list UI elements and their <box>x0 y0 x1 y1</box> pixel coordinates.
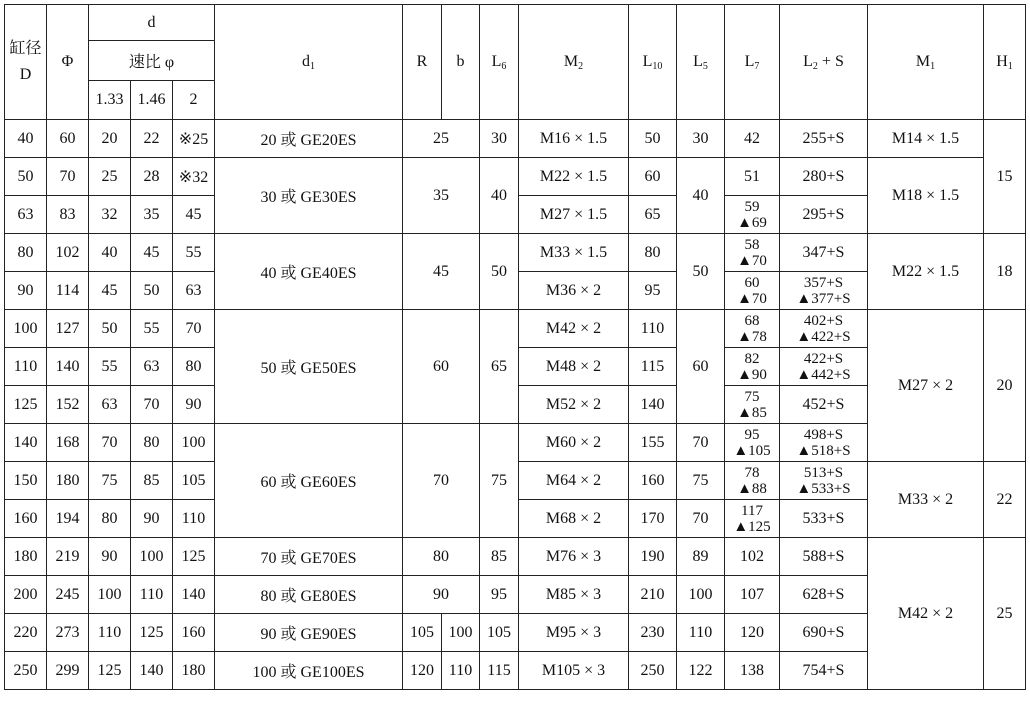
cell-Rb: 90 <box>403 576 480 614</box>
cell-bore: 63 <box>5 196 47 234</box>
cell-L7 <box>725 462 780 500</box>
cell-bore: 150 <box>5 462 47 500</box>
header-speed-ratio: 速比 φ <box>89 41 215 81</box>
cell-L6: 115 <box>480 652 519 690</box>
cell-R: 105 <box>403 614 442 652</box>
cell-d-133: 40 <box>89 234 131 272</box>
L2S-alt-value: ▲518+S <box>796 442 851 459</box>
header-L7: $L_7$ <box>725 5 780 120</box>
cell-d-146: 85 <box>131 462 173 500</box>
cell-bore: 160 <box>5 500 47 538</box>
L2S-alt-value: ▲442+S <box>796 366 851 383</box>
cell-bore: 125 <box>5 386 47 424</box>
cell-H1: 20 <box>984 310 1026 462</box>
header-row-1 <box>5 5 1026 41</box>
cell-d-2: 100 <box>173 424 215 462</box>
cell-M2: M16 × 1.5 <box>519 120 629 158</box>
cell-phi: 299 <box>47 652 89 690</box>
L7-alt-value: ▲90 <box>737 366 767 383</box>
cell-d-146: 140 <box>131 652 173 690</box>
cell-L7: 107 <box>725 576 780 614</box>
cell-M2: M76 × 3 <box>519 538 629 576</box>
cell-L10: 140 <box>629 386 677 424</box>
table-row <box>5 120 1026 158</box>
L7-alt-value: ▲70 <box>737 252 767 269</box>
cell-M2: M60 × 2 <box>519 424 629 462</box>
cell-M1: M22 × 1.5 <box>868 234 984 310</box>
header-b: b <box>442 5 480 120</box>
cell-L5: 40 <box>677 158 725 234</box>
L7-alt-value: ▲78 <box>737 328 767 345</box>
cell-L5: 89 <box>677 538 725 576</box>
cell-L2S <box>780 272 868 310</box>
cell-d-2: 125 <box>173 538 215 576</box>
cell-d-2: 45 <box>173 196 215 234</box>
cell-L5: 60 <box>677 310 725 424</box>
cell-L7 <box>725 310 780 348</box>
table-row <box>5 234 1026 272</box>
cell-d-146: 100 <box>131 538 173 576</box>
cell-Rb: 60 <box>403 310 480 424</box>
cell-M2: M36 × 2 <box>519 272 629 310</box>
cell-d-146: 110 <box>131 576 173 614</box>
cell-L10: 210 <box>629 576 677 614</box>
cell-L2S: 280+S <box>780 158 868 196</box>
cell-L2S <box>780 462 868 500</box>
cell-L6: 105 <box>480 614 519 652</box>
L7-alt-value: ▲85 <box>737 404 767 421</box>
cell-M2: M68 × 2 <box>519 500 629 538</box>
cell-M2: M64 × 2 <box>519 462 629 500</box>
L2S-value: 513+S <box>803 464 844 481</box>
cell-d1: 40 或 GE40ES <box>215 234 403 310</box>
cell-bore: 180 <box>5 538 47 576</box>
cell-M2: M48 × 2 <box>519 348 629 386</box>
cell-M2: M85 × 3 <box>519 576 629 614</box>
cell-d-133: 75 <box>89 462 131 500</box>
cell-bore: 100 <box>5 310 47 348</box>
cell-phi: 152 <box>47 386 89 424</box>
L2S-alt-value: ▲422+S <box>796 328 851 345</box>
cell-L5: 50 <box>677 234 725 310</box>
cell-bore: 200 <box>5 576 47 614</box>
header-ratio-3: 2 <box>173 81 215 120</box>
L2S-value: 422+S <box>803 350 844 367</box>
cell-L5: 110 <box>677 614 725 652</box>
L2S-value: 402+S <box>803 312 844 329</box>
cell-d1: 50 或 GE50ES <box>215 310 403 424</box>
cell-phi: 219 <box>47 538 89 576</box>
cell-d-2: 105 <box>173 462 215 500</box>
cell-phi: 102 <box>47 234 89 272</box>
L2S-value: 357+S <box>803 274 844 291</box>
cell-d-133: 32 <box>89 196 131 234</box>
cell-d-146: 125 <box>131 614 173 652</box>
cell-R: 120 <box>403 652 442 690</box>
cell-Rb: 70 <box>403 424 480 538</box>
L2S-alt-value: ▲377+S <box>796 290 851 307</box>
cell-Rb: 80 <box>403 538 480 576</box>
L7-alt-value: ▲70 <box>737 290 767 307</box>
cell-L2S: 628+S <box>780 576 868 614</box>
cell-M2: M95 × 3 <box>519 614 629 652</box>
header-M2: $M_2$ <box>519 5 629 120</box>
cell-bore: 220 <box>5 614 47 652</box>
cell-b: 110 <box>442 652 480 690</box>
cell-d1: 70 或 GE70ES <box>215 538 403 576</box>
cell-phi: 273 <box>47 614 89 652</box>
L7-value: 58 <box>744 236 760 253</box>
cell-d1: 80 或 GE80ES <box>215 576 403 614</box>
cell-d-133: 90 <box>89 538 131 576</box>
cell-M2: M33 × 1.5 <box>519 234 629 272</box>
cell-d-133: 70 <box>89 424 131 462</box>
cell-d-133: 45 <box>89 272 131 310</box>
cell-d-133: 50 <box>89 310 131 348</box>
cell-b: 100 <box>442 614 480 652</box>
cell-L5: 70 <box>677 500 725 538</box>
cell-L2S <box>780 310 868 348</box>
cell-d-2: 90 <box>173 386 215 424</box>
L7-value: 95 <box>744 426 760 443</box>
L2S-alt-value: ▲533+S <box>796 480 851 497</box>
cell-H1: 22 <box>984 462 1026 538</box>
cell-d-2: 140 <box>173 576 215 614</box>
cell-L5: 100 <box>677 576 725 614</box>
L7-value: 60 <box>744 274 760 291</box>
cell-d-146: 50 <box>131 272 173 310</box>
cell-L7: 138 <box>725 652 780 690</box>
cell-L6: 75 <box>480 424 519 538</box>
header-d1: $d_1$ <box>215 5 403 120</box>
cell-L10: 160 <box>629 462 677 500</box>
cell-d-146: 45 <box>131 234 173 272</box>
cell-M1: M18 × 1.5 <box>868 158 984 234</box>
header-d: d <box>89 5 215 41</box>
header-L2S: $L_2 + S$ <box>780 5 868 120</box>
cell-L7: 51 <box>725 158 780 196</box>
cell-L10: 250 <box>629 652 677 690</box>
cell-L5: 70 <box>677 424 725 462</box>
cell-phi: 114 <box>47 272 89 310</box>
cell-L6: 85 <box>480 538 519 576</box>
L7-value: 78 <box>744 464 760 481</box>
cell-L7: 120 <box>725 614 780 652</box>
cell-L6: 95 <box>480 576 519 614</box>
cell-L10: 170 <box>629 500 677 538</box>
table-row <box>5 158 1026 196</box>
cell-d1: 60 或 GE60ES <box>215 424 403 538</box>
cell-phi: 60 <box>47 120 89 158</box>
L7-value: 117 <box>741 502 763 519</box>
cell-d-2: 63 <box>173 272 215 310</box>
cell-L2S <box>780 424 868 462</box>
table-row <box>5 310 1026 348</box>
cell-L2S: 690+S <box>780 614 868 652</box>
header-L6: $L_6$ <box>480 5 519 120</box>
table-row <box>5 538 1026 576</box>
cell-d-133: 80 <box>89 500 131 538</box>
L7-alt-value: ▲88 <box>737 480 767 497</box>
header-R: R <box>403 5 442 120</box>
cell-L10: 95 <box>629 272 677 310</box>
cell-L10: 50 <box>629 120 677 158</box>
cell-d1: 100 或 GE100ES <box>215 652 403 690</box>
cell-L7 <box>725 196 780 234</box>
header-bore: 缸径 D <box>5 5 47 120</box>
cell-d1: 30 或 GE30ES <box>215 158 403 234</box>
cell-bore: 250 <box>5 652 47 690</box>
cell-L10: 80 <box>629 234 677 272</box>
cell-L5: 122 <box>677 652 725 690</box>
cell-L7 <box>725 386 780 424</box>
cell-L2S: 452+S <box>780 386 868 424</box>
cell-bore: 140 <box>5 424 47 462</box>
L2S-value: 498+S <box>803 426 844 443</box>
cell-bore: 90 <box>5 272 47 310</box>
cell-d-133: 100 <box>89 576 131 614</box>
cell-L6: 30 <box>480 120 519 158</box>
header-L5: $L_5$ <box>677 5 725 120</box>
cell-phi: 245 <box>47 576 89 614</box>
cell-d-133: 55 <box>89 348 131 386</box>
cell-d-2: 160 <box>173 614 215 652</box>
cell-L10: 155 <box>629 424 677 462</box>
cell-M2: M22 × 1.5 <box>519 158 629 196</box>
cell-d-133: 110 <box>89 614 131 652</box>
header-L10: $L_{10}$ <box>629 5 677 120</box>
cell-M1: M14 × 1.5 <box>868 120 984 158</box>
cell-L5: 75 <box>677 462 725 500</box>
cell-d-133: 20 <box>89 120 131 158</box>
cell-bore: 50 <box>5 158 47 196</box>
cell-L7: 102 <box>725 538 780 576</box>
header-ratio-2: 1.46 <box>131 81 173 120</box>
cell-L2S: 588+S <box>780 538 868 576</box>
cell-L7 <box>725 348 780 386</box>
cell-d-133: 25 <box>89 158 131 196</box>
L7-alt-value: ▲69 <box>737 214 767 231</box>
L7-alt-value: ▲105 <box>733 442 771 459</box>
cell-phi: 180 <box>47 462 89 500</box>
cell-L7 <box>725 424 780 462</box>
cell-L2S: 295+S <box>780 196 868 234</box>
cell-d-146: 28 <box>131 158 173 196</box>
cell-d-2: 70 <box>173 310 215 348</box>
cell-d1: 90 或 GE90ES <box>215 614 403 652</box>
cell-H1: 18 <box>984 234 1026 310</box>
cell-L2S: 754+S <box>780 652 868 690</box>
cell-d-133: 125 <box>89 652 131 690</box>
cell-d-146: 55 <box>131 310 173 348</box>
cell-d-146: 80 <box>131 424 173 462</box>
cell-H1: 15 <box>984 120 1026 234</box>
cell-L6: 65 <box>480 310 519 424</box>
cell-d-2: ※25 <box>173 120 215 158</box>
cell-d-146: 90 <box>131 500 173 538</box>
L7-value: 59 <box>744 198 760 215</box>
cell-L7 <box>725 234 780 272</box>
L7-value: 75 <box>744 388 760 405</box>
cell-d-146: 35 <box>131 196 173 234</box>
header-H1: $H_1$ <box>984 5 1026 120</box>
cell-L6: 40 <box>480 158 519 234</box>
cell-L10: 65 <box>629 196 677 234</box>
cell-d-2: 180 <box>173 652 215 690</box>
cell-d-2: ※32 <box>173 158 215 196</box>
cell-phi: 70 <box>47 158 89 196</box>
cell-phi: 140 <box>47 348 89 386</box>
L7-value: 68 <box>744 312 760 329</box>
cell-d-2: 80 <box>173 348 215 386</box>
cell-L2S: 533+S <box>780 500 868 538</box>
cell-phi: 83 <box>47 196 89 234</box>
cell-d-146: 70 <box>131 386 173 424</box>
header-ratio-1: 1.33 <box>89 81 131 120</box>
cell-d-146: 22 <box>131 120 173 158</box>
cell-L10: 190 <box>629 538 677 576</box>
cell-M2: M105 × 3 <box>519 652 629 690</box>
cell-L10: 60 <box>629 158 677 196</box>
cell-Rb: 35 <box>403 158 480 234</box>
cell-d-2: 110 <box>173 500 215 538</box>
cell-L2S: 255+S <box>780 120 868 158</box>
cell-L10: 230 <box>629 614 677 652</box>
cell-M2: M42 × 2 <box>519 310 629 348</box>
cell-phi: 127 <box>47 310 89 348</box>
cylinder-dimension-table <box>4 4 1026 690</box>
cell-L2S <box>780 348 868 386</box>
cell-M1: M33 × 2 <box>868 462 984 538</box>
cell-bore: 110 <box>5 348 47 386</box>
cell-d-2: 55 <box>173 234 215 272</box>
cell-d1: 20 或 GE20ES <box>215 120 403 158</box>
cell-phi: 168 <box>47 424 89 462</box>
cell-L7 <box>725 500 780 538</box>
L7-alt-value: ▲125 <box>733 518 771 535</box>
cell-bore: 80 <box>5 234 47 272</box>
cell-M1: M27 × 2 <box>868 310 984 462</box>
cell-L7 <box>725 272 780 310</box>
cell-L6: 50 <box>480 234 519 310</box>
cell-Rb: 25 <box>403 120 480 158</box>
cell-bore: 40 <box>5 120 47 158</box>
cell-Rb: 45 <box>403 234 480 310</box>
header-M1: $M_1$ <box>868 5 984 120</box>
cell-M2: M27 × 1.5 <box>519 196 629 234</box>
cell-L10: 115 <box>629 348 677 386</box>
cell-d-133: 63 <box>89 386 131 424</box>
cell-M2: M52 × 2 <box>519 386 629 424</box>
cell-L2S: 347+S <box>780 234 868 272</box>
cell-L7: 42 <box>725 120 780 158</box>
cell-L5: 30 <box>677 120 725 158</box>
cell-phi: 194 <box>47 500 89 538</box>
cell-d-146: 63 <box>131 348 173 386</box>
cell-L10: 110 <box>629 310 677 348</box>
L7-value: 82 <box>744 350 760 367</box>
cell-M1: M42 × 2 <box>868 538 984 690</box>
header-phi: Φ <box>47 5 89 120</box>
cell-H1: 25 <box>984 538 1026 690</box>
